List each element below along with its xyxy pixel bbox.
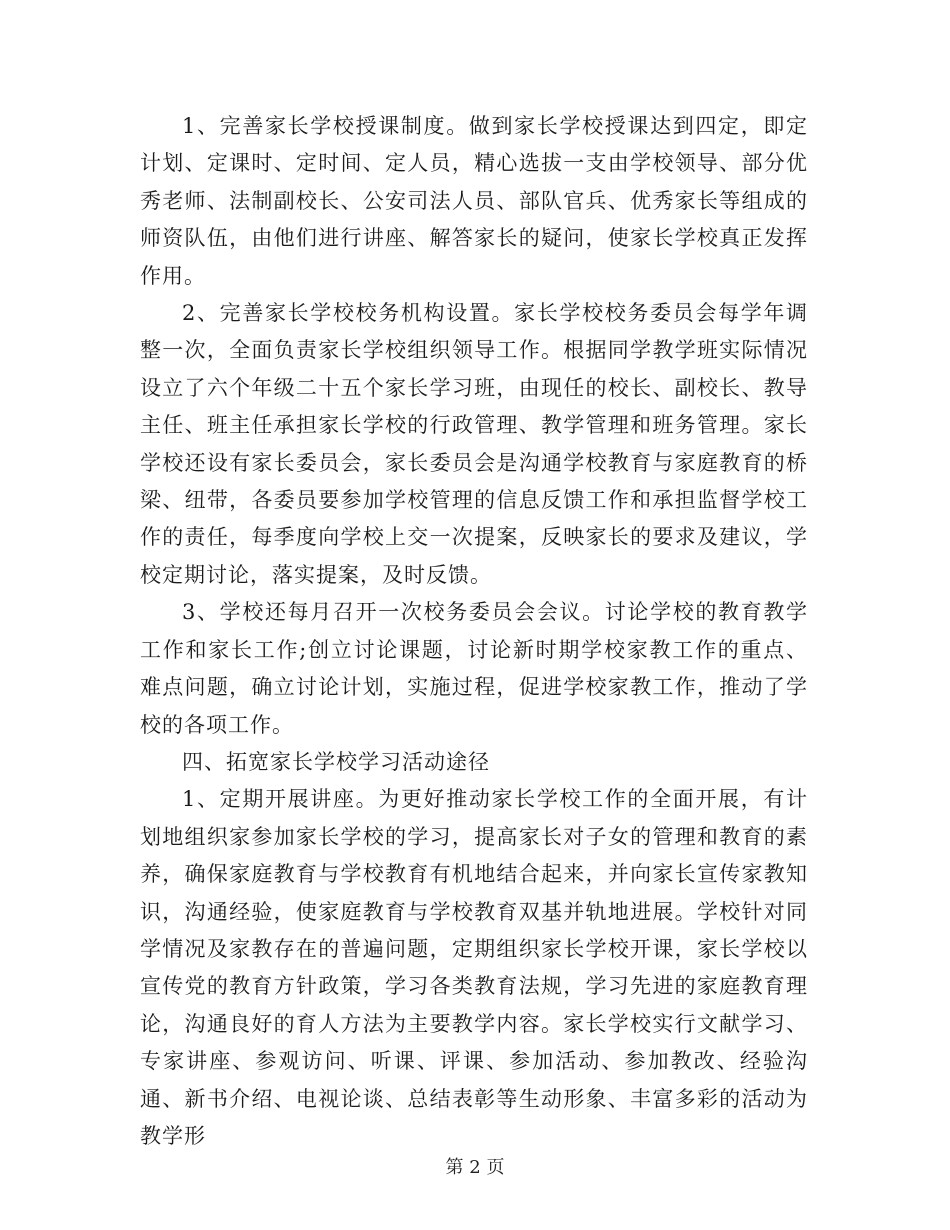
paragraph-2: 2、完善家长学校校务机构设置。家长学校校务委员会每学年调整一次，全面负责家长学校组织领导工作。根据同学教学班实际情况设立了六个年级二十五个家长学习班，由现任的校长、副校长、教导主任、班主任承担家长学校的行政管理、教学管理和班务管理。家长学校还设有家长委员会，家长委员会是沟通学校教育与家庭教育的桥梁、纽带，各委员要参加学校管理的信息反馈工作和承担监督学校工作的责任，每季度向学校上交一次提案，反映家长的要求及建议，学校定期讨论，落实提案，及时反馈。	[140, 301, 808, 587]
document-body	[140, 108, 808, 1155]
paragraph-4: 1、定期开展讲座。为更好推动家长学校工作的全面开展，有计划地组织家参加家长学校的学习，提高家长对子女的管理和教育的素养，确保家庭教育与学校教育有机地结合起来，并向家长宣传家教知识，沟通经验，使家庭教育与学校教育双基并轨地进展。学校针对同学情况及家教存在的普遍问题，定期组织家长学校开课，家长学校以宣传党的教育方针政策，学习各类教育法规，学习先进的家庭教育理论，沟通良好的育人方法为主要教学内容。家长学校实行文献学习、专家讲座、参观访问、听课、评课、参加活动、参加教改、经验沟通、新书介绍、电视论谈、总结表彰等生动形象、丰富多彩的活动为教学形	[140, 787, 808, 1148]
paragraph-3: 3、学校还每月召开一次校务委员会会议。讨论学校的教育教学工作和家长工作;创立讨论课题，讨论新时期学校家教工作的重点、难点问题，确立讨论计划，实施过程，促进学校家教工作，推动了学校的各项工作。	[140, 600, 808, 737]
paragraph-1: 1、完善家长学校授课制度。做到家长学校授课达到四定，即定计划、定课时、定时间、定人员，精心选拔一支由学校领导、部分优秀老师、法制副校长、公安司法人员、部队官兵、优秀家长等组成的师资队伍，由他们进行讲座、解答家长的疑问，使家长学校真正发挥作用。	[140, 114, 808, 288]
section-heading: 四、拓宽家长学校学习活动途径	[182, 749, 490, 774]
page-number: 第 2 页	[445, 1157, 505, 1178]
